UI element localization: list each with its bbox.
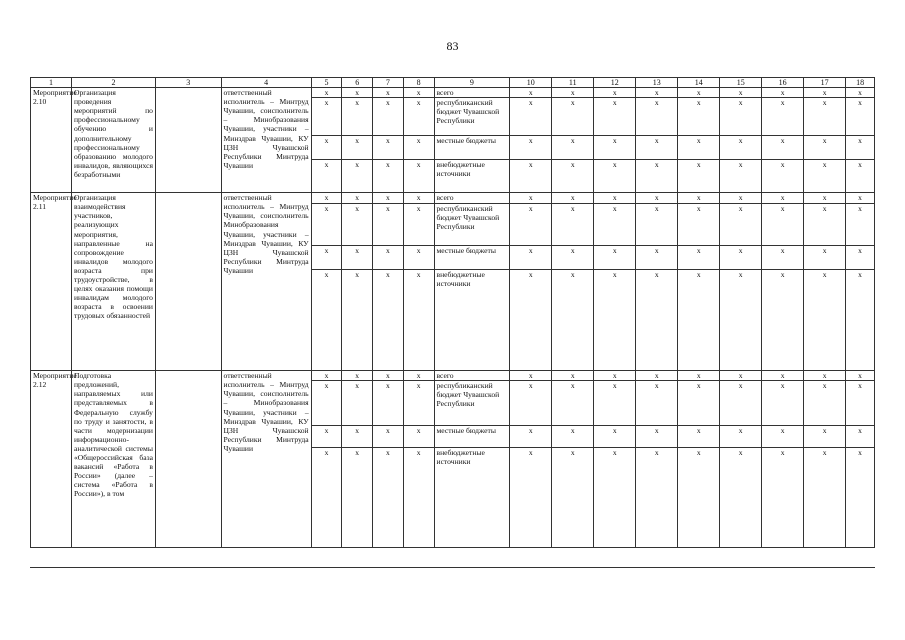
x-mark: x	[373, 88, 404, 98]
program-table	[30, 77, 875, 548]
column-header: 8	[403, 78, 434, 88]
x-mark: x	[804, 270, 846, 371]
x-mark: x	[720, 88, 762, 98]
x-mark: x	[678, 426, 720, 448]
x-mark: x	[804, 193, 846, 204]
x-mark: x	[804, 246, 846, 270]
funding-source: внебюджетные источники	[434, 160, 510, 193]
x-mark: x	[594, 136, 636, 160]
x-mark: x	[636, 193, 678, 204]
x-mark: x	[846, 160, 875, 193]
funding-source: местные бюджеты	[434, 136, 510, 160]
measure-name: Организация проведения мероприятий по профессиональному обучению и дополнительному профессиональному образованию молодого инвалидов, являющихся безработными	[71, 88, 155, 193]
x-mark: x	[342, 136, 373, 160]
x-mark: x	[373, 160, 404, 193]
x-mark: x	[510, 246, 552, 270]
column-header: 1	[31, 78, 72, 88]
x-mark: x	[552, 371, 594, 381]
x-mark: x	[636, 88, 678, 98]
x-mark: x	[552, 381, 594, 426]
x-mark: x	[636, 160, 678, 193]
x-mark: x	[311, 448, 342, 548]
x-mark: x	[846, 98, 875, 136]
x-mark: x	[804, 448, 846, 548]
x-mark: x	[720, 371, 762, 381]
x-mark: x	[311, 160, 342, 193]
x-mark: x	[804, 381, 846, 426]
x-mark: x	[403, 193, 434, 204]
x-mark: x	[678, 98, 720, 136]
x-mark: x	[678, 270, 720, 371]
x-mark: x	[373, 136, 404, 160]
x-mark: x	[403, 88, 434, 98]
x-mark: x	[510, 193, 552, 204]
x-mark: x	[594, 448, 636, 548]
x-mark: x	[373, 193, 404, 204]
x-mark: x	[762, 160, 804, 193]
x-mark: x	[846, 204, 875, 246]
x-mark: x	[342, 246, 373, 270]
x-mark: x	[403, 204, 434, 246]
x-mark: x	[846, 88, 875, 98]
measure-period	[155, 371, 221, 548]
x-mark: x	[552, 88, 594, 98]
x-mark: x	[720, 426, 762, 448]
x-mark: x	[552, 246, 594, 270]
x-mark: x	[762, 246, 804, 270]
x-mark: x	[846, 270, 875, 371]
x-mark: x	[373, 246, 404, 270]
x-mark: x	[510, 448, 552, 548]
x-mark: x	[552, 270, 594, 371]
x-mark: x	[636, 270, 678, 371]
x-mark: x	[804, 88, 846, 98]
x-mark: x	[678, 204, 720, 246]
x-mark: x	[720, 136, 762, 160]
x-mark: x	[342, 426, 373, 448]
x-mark: x	[636, 448, 678, 548]
x-mark: x	[804, 136, 846, 160]
measure-id: Мероприятие 2.11	[31, 193, 72, 371]
x-mark: x	[804, 426, 846, 448]
x-mark: x	[720, 381, 762, 426]
x-mark: x	[552, 426, 594, 448]
x-mark: x	[403, 246, 434, 270]
x-mark: x	[594, 381, 636, 426]
measure-executors: ответственный исполнитель – Минтруд Чувашии, соисполнитель Минобразования Чувашии, участники – Минздрав Чувашии, КУ ЦЗН Чувашской Республики Минтруда Чувашии	[221, 193, 311, 371]
x-mark: x	[311, 204, 342, 246]
x-mark: x	[846, 193, 875, 204]
x-mark: x	[403, 371, 434, 381]
column-header: 5	[311, 78, 342, 88]
x-mark: x	[373, 270, 404, 371]
x-mark: x	[311, 136, 342, 160]
x-mark: x	[342, 270, 373, 371]
funding-source: республиканский бюджет Чувашской Республики	[434, 204, 510, 246]
x-mark: x	[678, 381, 720, 426]
x-mark: x	[403, 136, 434, 160]
measure-name: Организация взаимодействия участников, реализующих мероприятия, направленные на сопровождение инвалидов молодого возраста при трудоустройстве, в целях оказания помощи инвалидам молодого возраста в освоении трудовых обязанностей	[71, 193, 155, 371]
column-header: 7	[373, 78, 404, 88]
x-mark: x	[678, 246, 720, 270]
x-mark: x	[594, 204, 636, 246]
x-mark: x	[720, 246, 762, 270]
x-mark: x	[762, 270, 804, 371]
column-header: 12	[594, 78, 636, 88]
column-header: 10	[510, 78, 552, 88]
x-mark: x	[720, 193, 762, 204]
column-header: 18	[846, 78, 875, 88]
x-mark: x	[552, 136, 594, 160]
x-mark: x	[636, 98, 678, 136]
measure-executors: ответственный исполнитель – Минтруд Чувашии, соисполнитель – Минобразования Чувашии, участники – Минздрав Чувашии, КУ ЦЗН Чувашской Республики Минтруда Чувашии	[221, 88, 311, 193]
x-mark: x	[342, 98, 373, 136]
x-mark: x	[373, 381, 404, 426]
funding-source: местные бюджеты	[434, 246, 510, 270]
measure-id: Мероприятие 2.10	[31, 88, 72, 193]
column-header: 14	[678, 78, 720, 88]
x-mark: x	[594, 371, 636, 381]
x-mark: x	[311, 193, 342, 204]
x-mark: x	[720, 448, 762, 548]
x-mark: x	[403, 98, 434, 136]
x-mark: x	[403, 448, 434, 548]
table-body	[31, 78, 875, 548]
x-mark: x	[403, 381, 434, 426]
x-mark: x	[552, 204, 594, 246]
x-mark: x	[594, 193, 636, 204]
x-mark: x	[594, 246, 636, 270]
column-header: 4	[221, 78, 311, 88]
column-header: 13	[636, 78, 678, 88]
x-mark: x	[510, 426, 552, 448]
funding-source: всего	[434, 88, 510, 98]
column-header: 16	[762, 78, 804, 88]
x-mark: x	[846, 381, 875, 426]
x-mark: x	[804, 204, 846, 246]
x-mark: x	[373, 371, 404, 381]
x-mark: x	[403, 426, 434, 448]
x-mark: x	[636, 371, 678, 381]
x-mark: x	[594, 88, 636, 98]
x-mark: x	[678, 136, 720, 160]
x-mark: x	[510, 136, 552, 160]
column-header: 9	[434, 78, 510, 88]
x-mark: x	[720, 98, 762, 136]
x-mark: x	[510, 381, 552, 426]
x-mark: x	[678, 448, 720, 548]
column-header: 2	[71, 78, 155, 88]
x-mark: x	[510, 160, 552, 193]
x-mark: x	[846, 426, 875, 448]
x-mark: x	[762, 381, 804, 426]
x-mark: x	[342, 381, 373, 426]
x-mark: x	[510, 270, 552, 371]
x-mark: x	[373, 448, 404, 548]
x-mark: x	[594, 98, 636, 136]
x-mark: x	[373, 204, 404, 246]
x-mark: x	[552, 448, 594, 548]
x-mark: x	[762, 371, 804, 381]
funding-source: всего	[434, 193, 510, 204]
x-mark: x	[678, 371, 720, 381]
x-mark: x	[720, 270, 762, 371]
x-mark: x	[762, 204, 804, 246]
x-mark: x	[804, 371, 846, 381]
table-row	[31, 88, 875, 98]
x-mark: x	[510, 88, 552, 98]
x-mark: x	[594, 426, 636, 448]
x-mark: x	[762, 98, 804, 136]
table-row	[31, 193, 875, 204]
x-mark: x	[720, 204, 762, 246]
column-header: 15	[720, 78, 762, 88]
column-header: 3	[155, 78, 221, 88]
funding-source: внебюджетные источники	[434, 448, 510, 548]
column-header: 11	[552, 78, 594, 88]
x-mark: x	[311, 246, 342, 270]
x-mark: x	[552, 193, 594, 204]
x-mark: x	[846, 371, 875, 381]
column-header: 6	[342, 78, 373, 88]
x-mark: x	[804, 160, 846, 193]
x-mark: x	[342, 160, 373, 193]
funding-source: республиканский бюджет Чувашской Республики	[434, 98, 510, 136]
measure-period	[155, 88, 221, 193]
x-mark: x	[594, 270, 636, 371]
x-mark: x	[636, 204, 678, 246]
x-mark: x	[678, 160, 720, 193]
x-mark: x	[846, 246, 875, 270]
table-row	[31, 371, 875, 381]
x-mark: x	[846, 136, 875, 160]
page-number: 83	[446, 39, 459, 53]
x-mark: x	[804, 98, 846, 136]
x-mark: x	[762, 426, 804, 448]
funding-source: местные бюджеты	[434, 426, 510, 448]
x-mark: x	[342, 448, 373, 548]
x-mark: x	[311, 426, 342, 448]
measure-name: Подготовка предложений, направляемых или представляемых в Федеральную службу по труду и занятости, в части модернизации информационно-аналитической системы «Общероссийская база вакансий «Работа в России» (далее – система «Работа в России»), в том	[71, 371, 155, 548]
x-mark: x	[762, 193, 804, 204]
x-mark: x	[510, 371, 552, 381]
x-mark: x	[311, 88, 342, 98]
x-mark: x	[311, 270, 342, 371]
x-mark: x	[762, 136, 804, 160]
x-mark: x	[342, 88, 373, 98]
x-mark: x	[636, 426, 678, 448]
x-mark: x	[311, 98, 342, 136]
x-mark: x	[552, 160, 594, 193]
funding-source: всего	[434, 371, 510, 381]
x-mark: x	[403, 160, 434, 193]
x-mark: x	[678, 88, 720, 98]
measure-period	[155, 193, 221, 371]
x-mark: x	[311, 371, 342, 381]
x-mark: x	[510, 204, 552, 246]
column-header: 17	[804, 78, 846, 88]
x-mark: x	[720, 160, 762, 193]
x-mark: x	[342, 371, 373, 381]
x-mark: x	[636, 381, 678, 426]
x-mark: x	[636, 136, 678, 160]
x-mark: x	[510, 98, 552, 136]
x-mark: x	[342, 204, 373, 246]
x-mark: x	[373, 98, 404, 136]
x-mark: x	[373, 426, 404, 448]
funding-source: внебюджетные источники	[434, 270, 510, 371]
measure-executors: ответственный исполнитель – Минтруд Чувашии, соисполнитель – Минобразования Чувашии, участники – Минздрав Чувашии, КУ ЦЗН Чувашской Республики Минтруда Чувашии	[221, 371, 311, 548]
x-mark: x	[762, 88, 804, 98]
x-mark: x	[678, 193, 720, 204]
x-mark: x	[403, 270, 434, 371]
measure-id: Мероприятие 2.12	[31, 371, 72, 548]
x-mark: x	[846, 448, 875, 548]
table-bottom-border	[30, 567, 875, 568]
header-row	[31, 78, 875, 88]
x-mark: x	[311, 381, 342, 426]
x-mark: x	[594, 160, 636, 193]
x-mark: x	[342, 193, 373, 204]
x-mark: x	[762, 448, 804, 548]
x-mark: x	[636, 246, 678, 270]
funding-source: республиканский бюджет Чувашской Республики	[434, 381, 510, 426]
x-mark: x	[552, 98, 594, 136]
